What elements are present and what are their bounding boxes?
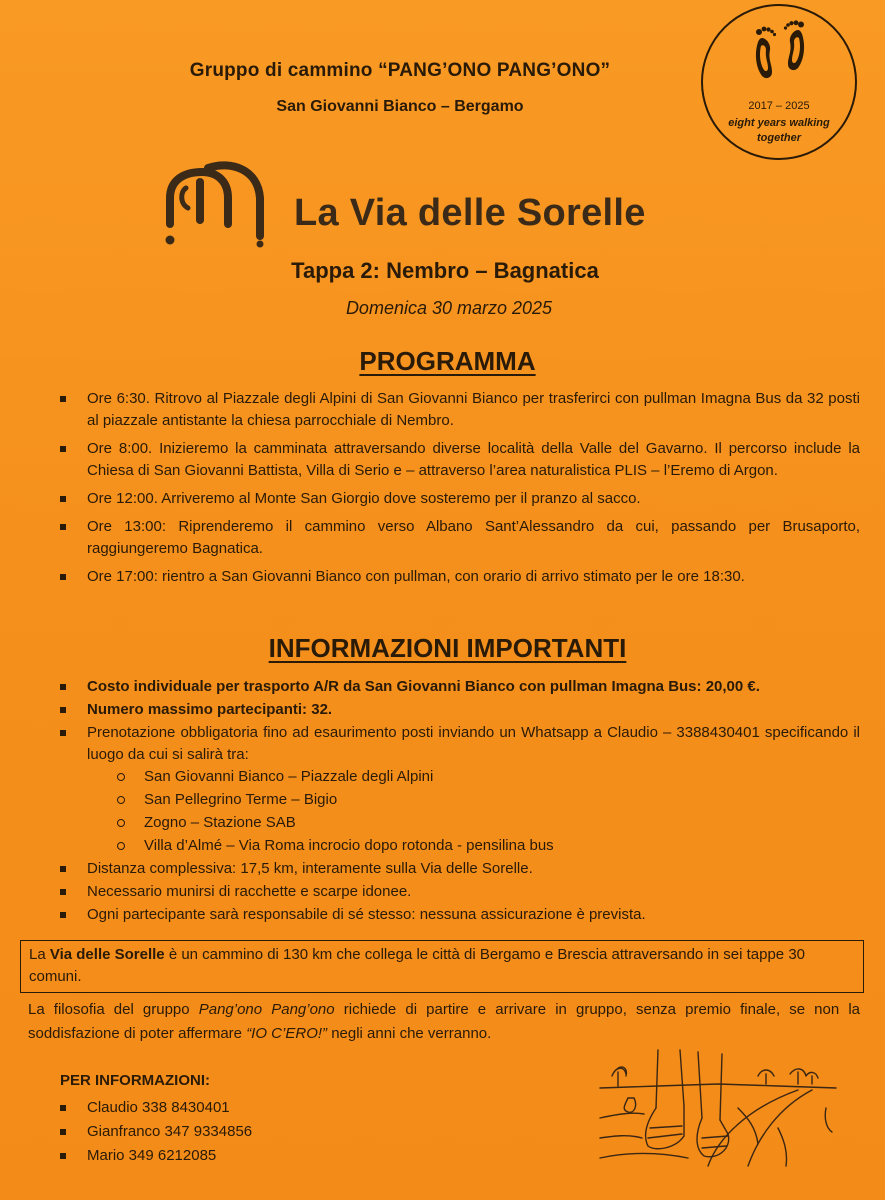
list-item: Ore 6:30. Ritrovo al Piazzale degli Alpini di San Giovanni Bianco per trasferirci con pullman Imagna Bus da 32 posti al piazzale antistante la chiesa parrocchiale di Nembro. xyxy=(60,388,860,432)
philosophy-part-3: negli anni che verranno. xyxy=(327,1025,492,1042)
informazioni-heading: INFORMAZIONI IMPORTANTI xyxy=(268,633,627,663)
stage-title: Tappa 2: Nembro – Bagnatica xyxy=(291,258,599,283)
about-box xyxy=(20,940,864,993)
about-pre: La xyxy=(29,946,50,963)
philosophy-quote: “IO C’ERO!” xyxy=(246,1025,328,1042)
contacts-title: PER INFORMAZIONI: xyxy=(60,1072,210,1089)
contact-item: Mario 349 6212085 xyxy=(60,1145,460,1167)
via-delle-sorelle-logo xyxy=(162,158,272,248)
list-item: Ore 12:00. Arriveremo al Monte San Giorgio dove sosteremo per il pranzo al sacco. xyxy=(60,488,860,510)
booking-text: Prenotazione obbligatoria fino ad esaurimento posti inviando un Whatsapp a Claudio – 3388430401 specificando il luogo da cui si salirà tra: xyxy=(87,724,860,763)
contact-item: Gianfranco 347 9334856 xyxy=(60,1121,460,1143)
event-date: Domenica 30 marzo 2025 xyxy=(345,298,553,318)
cost-item: Costo individuale per trasporto A/R da San Giovanni Bianco con pullman Imagna Bus: 20,00 €. xyxy=(60,676,860,698)
group-title: Gruppo di cammino “PANG’ONO PANG’ONO” xyxy=(189,60,611,81)
pickup-point: Villa d’Almé – Via Roma incrocio dopo rotonda - pensilina bus xyxy=(117,835,860,857)
badge-years: 2017 – 2025 xyxy=(748,100,810,112)
equipment-item: Necessario munirsi di racchette e scarpe idonee. xyxy=(60,881,860,903)
pickup-point: San Giovanni Bianco – Piazzale degli Alpini xyxy=(117,766,860,788)
list-item: Ore 13:00: Riprenderemo il cammino verso Albano Sant’Alessandro da cui, passando per Brusaporto, raggiungeremo Bagnatica. xyxy=(60,516,860,560)
programma-heading: PROGRAMMA xyxy=(359,346,536,376)
about-highlight: Via delle Sorelle xyxy=(49,946,165,963)
booking-item xyxy=(60,722,860,857)
footprints-icon xyxy=(748,20,812,82)
distance-item: Distanza complessiva: 17,5 km, interamente sulla Via delle Sorelle. xyxy=(60,858,860,880)
contact-item: Claudio 338 8430401 xyxy=(60,1097,460,1119)
about-post: è un cammino di 130 km che collega le città di Bergamo e Brescia attraversando in sei tappe 30 comuni. xyxy=(29,946,806,985)
pickup-point: San Pellegrino Terme – Bigio xyxy=(117,789,860,811)
list-item: Ore 8:00. Inizieremo la camminata attraversando diverse località della Valle del Gavarno. Il percorso include la Chiesa di San Giovanni Battista, Villa di Serio e – attraverso l’area naturalistica PLIS – l’Eremo di Argon. xyxy=(60,438,860,482)
philosophy-paragraph xyxy=(28,998,860,1046)
badge-caption: eight years walking together xyxy=(728,117,830,144)
pickup-points-list xyxy=(87,766,860,857)
informazioni-list xyxy=(60,676,860,927)
anniversary-badge xyxy=(701,4,857,160)
responsibility-item: Ogni partecipante sarà responsabile di sé stesso: nessuna assicurazione è prevista. xyxy=(60,904,860,926)
contacts-list xyxy=(60,1097,460,1169)
pickup-point: Zogno – Stazione SAB xyxy=(117,812,860,834)
group-subtitle: San Giovanni Bianco – Bergamo xyxy=(276,98,524,115)
programma-list xyxy=(60,388,860,594)
max-participants-item: Numero massimo partecipanti: 32. xyxy=(60,699,860,721)
philosophy-part-2: richiede di partire e arrivare in gruppo, senza premio finale, se non la soddisfazione di poter affermare xyxy=(28,1001,860,1042)
main-title: La Via delle Sorelle xyxy=(294,192,646,234)
philosophy-part-1: La filosofia del gruppo xyxy=(28,1001,199,1018)
walking-boots-sketch xyxy=(598,1048,838,1170)
list-item: Ore 17:00: rientro a San Giovanni Bianco con pullman, con orario di arrivo stimato per le ore 18:30. xyxy=(60,566,860,588)
philosophy-group-name: Pang’ono Pang’ono xyxy=(198,1001,335,1018)
